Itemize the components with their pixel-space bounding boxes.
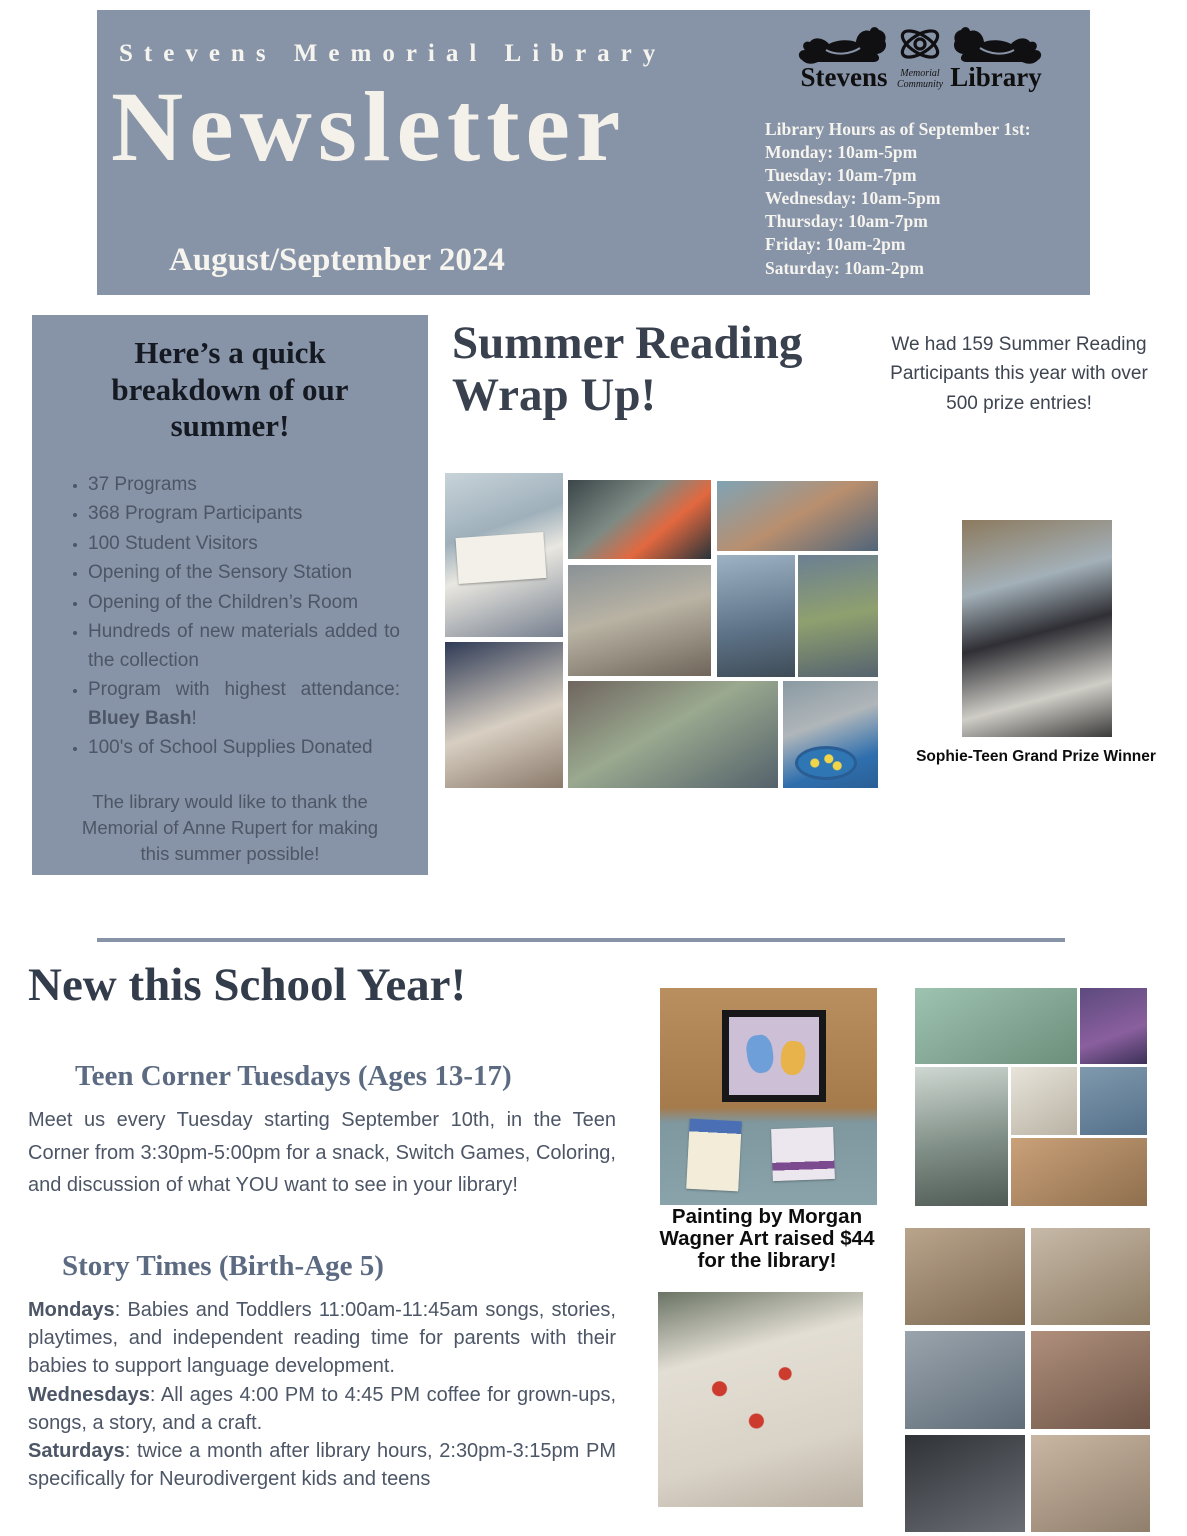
school-year-collage-bottom bbox=[905, 1228, 1150, 1532]
story-times-heading: Story Times (Birth-Age 5) bbox=[62, 1250, 384, 1282]
duck-pool-graphic bbox=[795, 746, 857, 780]
painting-frame-graphic bbox=[722, 1010, 826, 1102]
story-time-item: Saturdays: twice a month after library hours, 2:30pm-3:15pm PM specifically for Neurodivergent kids and teens bbox=[28, 1439, 616, 1491]
bingo-figure-graphic bbox=[779, 1040, 806, 1076]
story-times-paragraphs bbox=[28, 1296, 616, 1493]
photo-shelf-activity bbox=[1011, 1138, 1147, 1206]
photo-craft-table bbox=[658, 1292, 863, 1507]
school-year-collage-top bbox=[915, 988, 1147, 1206]
hours-line: Friday: 10am-2pm bbox=[765, 234, 906, 255]
hours-line: Monday: 10am-5pm bbox=[765, 142, 918, 163]
flyer-love-your-library bbox=[686, 1119, 742, 1192]
painting-caption: Painting by Morgan Wagner Art raised $44 for the library! bbox=[659, 1205, 875, 1272]
story-time-item: Mondays: Babies and Toddlers 11:00am-11:45am songs, stories, playtimes, and independent reading time for parents with their babies to support language development. bbox=[28, 1299, 616, 1378]
photo-helping-child bbox=[905, 1435, 1025, 1532]
photo-check-presentation bbox=[445, 473, 563, 637]
photo-two-girls bbox=[1031, 1435, 1151, 1532]
photo-group-activity-1 bbox=[905, 1228, 1025, 1325]
teen-corner-heading: Teen Corner Tuesdays (Ages 13-17) bbox=[75, 1060, 512, 1092]
summary-box bbox=[32, 315, 428, 875]
summary-title: Here’s a quick breakdown of our summer! bbox=[111, 335, 349, 444]
logo-knot-icon bbox=[894, 20, 946, 68]
logo-text-stevens: Stevens bbox=[800, 62, 888, 92]
photo-craft-girls bbox=[445, 642, 563, 788]
photo-purple-lights bbox=[1080, 988, 1147, 1064]
logo-left-column bbox=[796, 20, 892, 91]
photo-tent-display bbox=[1011, 1067, 1078, 1135]
photo-plush-display bbox=[568, 480, 711, 559]
photo-reading-lounge bbox=[905, 1331, 1025, 1428]
hours-line: Wednesday: 10am-5pm bbox=[765, 188, 941, 209]
summary-bullet-list bbox=[50, 471, 410, 763]
hours-line: Saturday: 10am-2pm bbox=[765, 257, 924, 278]
photo-kids-browsing bbox=[1080, 1067, 1147, 1135]
summary-bullet: • 368 Program Participants bbox=[88, 500, 400, 529]
logo-text-community: Community bbox=[896, 79, 944, 90]
summer-photo-collage bbox=[445, 473, 878, 793]
library-hours bbox=[765, 118, 1087, 280]
lion-right-icon bbox=[948, 20, 1044, 68]
story-time-item: Wednesdays: All ages 4:00 PM to 4:45 PM coffee for grown-ups, songs, a story, and a craft. bbox=[28, 1383, 616, 1434]
teen-corner-paragraph: Meet us every Tuesday starting September 10th, in the Teen Corner from 3:30pm-5:00pm for a snack, Switch Games, Coloring, and discussion of what YOU want to see in your library! bbox=[28, 1109, 616, 1197]
photo-group-activity-2 bbox=[1031, 1228, 1151, 1325]
logo-text-memorial: Memorial bbox=[900, 68, 940, 79]
flyer-raffle bbox=[771, 1127, 835, 1181]
hours-line: Thursday: 10am-7pm bbox=[765, 211, 928, 232]
bluey-figure-graphic bbox=[744, 1033, 775, 1074]
thanks-note: The library would like to thank the Memorial of Anne Rupert for making this summer possible! bbox=[81, 790, 379, 865]
participants-blurb: We had 159 Summer Reading Participants this year with over 500 prize entries! bbox=[890, 334, 1148, 414]
photo-green-room-kids bbox=[915, 988, 1077, 1064]
summary-bullet: • Opening of the Children’s Room bbox=[88, 589, 400, 618]
photo-bluey-painting bbox=[660, 988, 877, 1205]
giant-check-graphic bbox=[456, 532, 547, 584]
logo-text-library: Library bbox=[950, 62, 1042, 92]
summer-reading-title: Summer Reading Wrap Up! bbox=[452, 317, 803, 421]
issue-date: August/September 2024 bbox=[169, 242, 505, 278]
lion-left-icon bbox=[796, 20, 892, 68]
school-year-title: New this School Year! bbox=[28, 959, 467, 1011]
summary-bullet: • Hundreds of new materials added to the collection bbox=[88, 618, 400, 675]
newsletter-title: Newsletter bbox=[111, 71, 627, 182]
photo-duck-pool bbox=[783, 681, 878, 788]
summary-bullet: • 100's of School Supplies Donated bbox=[88, 734, 400, 763]
hours-lines bbox=[765, 141, 1087, 280]
photo-bookshelves-right bbox=[798, 555, 878, 677]
photo-bookshelves-left bbox=[717, 555, 795, 677]
summary-bullet: • 37 Programs bbox=[88, 471, 400, 500]
header-banner bbox=[97, 10, 1090, 295]
photo-boy-reading bbox=[915, 1067, 1008, 1206]
hours-title: Library Hours as of September 1st: bbox=[765, 119, 1031, 139]
hours-line: Tuesday: 10am-7pm bbox=[765, 165, 917, 186]
photo-kids-group bbox=[717, 481, 878, 551]
summary-bullet: • 100 Student Visitors bbox=[88, 530, 400, 559]
section-divider bbox=[97, 938, 1065, 942]
logo-middle-column bbox=[894, 20, 946, 90]
summary-bullet: • Opening of the Sensory Station bbox=[88, 559, 400, 588]
photo-storytime-circle bbox=[568, 681, 778, 788]
photo-teen-volunteer bbox=[1031, 1331, 1151, 1428]
logo-right-column bbox=[948, 20, 1044, 91]
library-name-eyebrow: Stevens Memorial Library bbox=[119, 40, 667, 67]
photo-sophie-winner bbox=[962, 520, 1112, 737]
sophie-caption: Sophie-Teen Grand Prize Winner bbox=[916, 748, 1156, 765]
library-logo bbox=[765, 20, 1075, 104]
photo-staff-table bbox=[568, 565, 711, 676]
summary-bullet: • Program with highest attendance: Bluey Bash! bbox=[88, 676, 400, 733]
